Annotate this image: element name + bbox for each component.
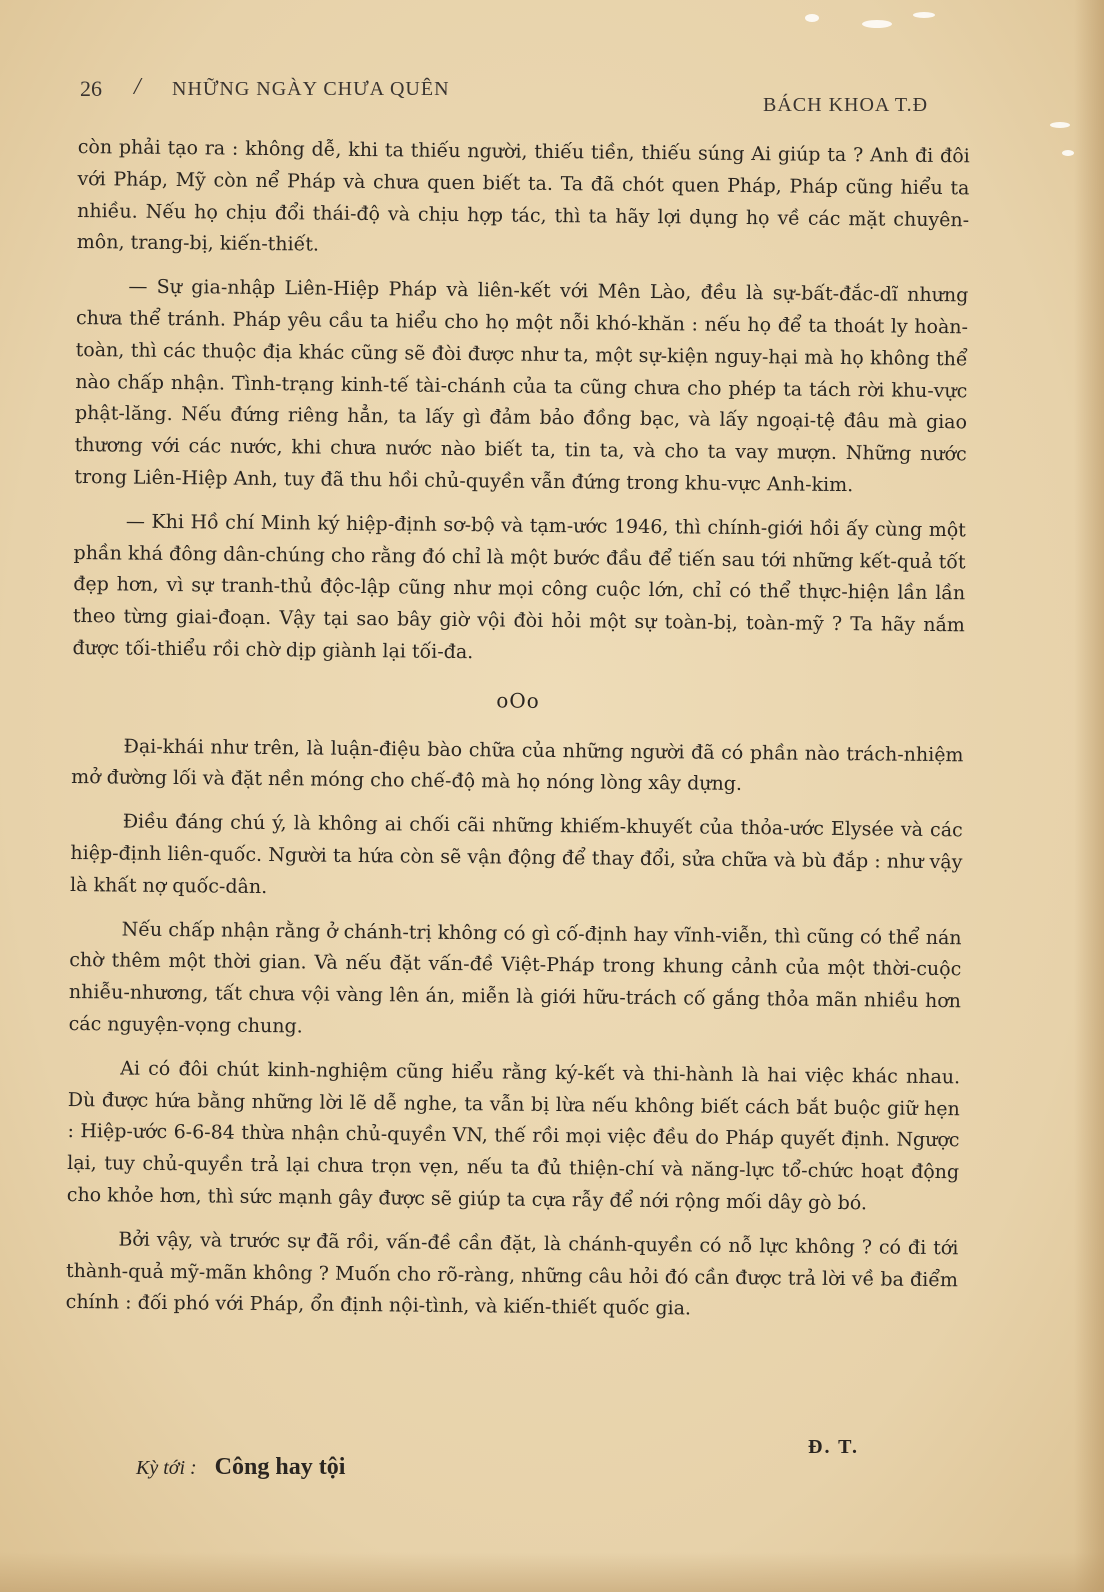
next-issue-title: Công hay tội xyxy=(214,1454,346,1480)
paper-speck xyxy=(862,20,892,28)
next-issue-notice xyxy=(136,1454,345,1481)
section-divider: oOo xyxy=(496,688,540,713)
header-separator: / xyxy=(134,74,141,100)
paper-speck xyxy=(805,14,819,22)
page-number: 26 xyxy=(80,76,102,101)
paragraph: Bởi vậy, và trước sự đã rồi, vấn-đề cần đặt, là chánh-quyền có nỗ lực không ? có đi tới thành-quả mỹ-mãn không ? Muốn cho rõ-ràng, những câu hỏi đó cần được trả lời về ba điểm chính : đối phó với Pháp, ổn định nội-tình, và kiến-thiết quốc gia. xyxy=(65,1228,959,1320)
paragraph: Điều đáng chú ý, là không ai chối cãi những khiếm-khuyết của thỏa-ước Elysée và các hiệp-định liên-quốc. Người ta hứa còn sẽ vận động để thay đổi, sửa chữa và bù đắp : như vậy là khất nợ quốc-dân. xyxy=(70,810,963,898)
paper-speck xyxy=(913,12,935,18)
paragraph: — Sự gia-nhập Liên-Hiệp Pháp và liên-kết với Mên Lào, đều là sự-bất-đắc-dĩ nhưng chưa thể tránh. Pháp yêu cầu ta hiểu cho họ một nỗi khó-khăn : nếu họ để ta thoát ly hoàn-toàn, thì các thuộc địa khác cũng sẽ đòi được như ta, một sự-kiện nguy-hại mà họ không thể nào chấp nhận. Tình-trạng kinh-tế tài-chánh của ta cũng chưa cho phép ta tách rời khu-vực phật-lăng. Nếu đứng riêng hẳn, ta lấy gì đảm bảo đồng bạc, và lấy ngoại-tệ đâu mà giao thương với các nước, khi chưa nước nào biết ta, tin ta, và cho ta vay mượn. Những nước trong Liên-Hiệp Anh, tuy đã thu hồi chủ-quyền vẫn đứng trong khu-vực Anh-kim. xyxy=(74,275,969,497)
article-body xyxy=(65,132,970,1340)
journal-name: BÁCH KHOA T.Đ xyxy=(763,94,929,116)
paragraph: Ai có đôi chút kinh-nghiệm cũng hiểu rằng ký-kết và thi-hành là hai việc khác nhau. Dù được hứa bằng những lời lẽ dễ nghe, ta vẫn bị lừa nếu không biết cách bắt buộc giữ hẹn : Hiệp-ước 6-6-84 thừa nhận chủ-quyền VN, thế rồi mọi việc đều do Pháp quyết định. Ngược lại, tuy chủ-quyền trả lại chưa trọn vẹn, nếu ta đủ thiện-chí và năng-lực tổ-chức hoạt động cho khỏe hơn, thì sức mạnh gây được sẽ giúp ta cựa rẫy để nới rộng mối dây gò bó. xyxy=(66,1057,961,1215)
next-issue-label: Kỳ tới : xyxy=(136,1457,197,1479)
paragraph: — Khi Hồ chí Minh ký hiệp-định sơ-bộ và tạm-ước 1946, thì chính-giới hồi ấy cùng một phần khá đông dân-chúng cho rằng đó chỉ là một bước đầu để tiến sau tới những kết-quả tốt đẹp hơn, vì sự tranh-thủ độc-lập cũng như mọi công cuộc lớn, chỉ có thể thực-hiện lần lần theo từng giai-đoạn. Vậy tại sao bây giờ vội đòi hỏi một sự toàn-bị, toàn-mỹ ? Ta hãy nắm được tối-thiểu rồi chờ dịp giành lại tối-đa. xyxy=(72,510,966,664)
paper-speck xyxy=(1050,122,1070,128)
paragraph: còn phải tạo ra : không dễ, khi ta thiếu người, thiếu tiền, thiếu súng Ai giúp ta ? Anh đi đôi với Pháp, Mỹ còn nể Pháp và chưa quen biết ta. Ta đã chót quen Pháp, Pháp cũng hiểu ta nhiều. Nếu họ chịu đổi thái-độ và chịu hợp tác, thì ta hãy lợi dụng họ về các mặt chuyên-môn, trang-bị, kiến-thiết. xyxy=(76,135,970,256)
page-bottom-shadow xyxy=(0,1552,1104,1592)
author-signature: Đ. T. xyxy=(808,1436,859,1458)
paper-speck xyxy=(1062,150,1074,156)
page-edge-shadow xyxy=(1074,0,1104,1592)
paragraph: Nếu chấp nhận rằng ở chánh-trị không có gì cố-định hay vĩnh-viễn, thì cũng có thể nán chờ thêm một thời gian. Và nếu đặt vấn-đề Việt-Pháp trong khung cảnh của một thời-cuộc nhiễu-nhương, tất chưa vội vàng lên án, miễn là giới hữu-trách cố gắng thỏa mãn nhiều hơn các nguyện-vọng chung. xyxy=(68,918,962,1038)
paragraph: Đại-khái như trên, là luận-điệu bào chữa của những người đã có phần nào trách-nhiệm mở đường lối và đặt nền móng cho chế-độ mà họ nóng lòng xây dựng. xyxy=(71,735,964,796)
running-title: NHỮNG NGÀY CHƯA QUÊN xyxy=(172,78,450,100)
page-header xyxy=(80,74,980,114)
